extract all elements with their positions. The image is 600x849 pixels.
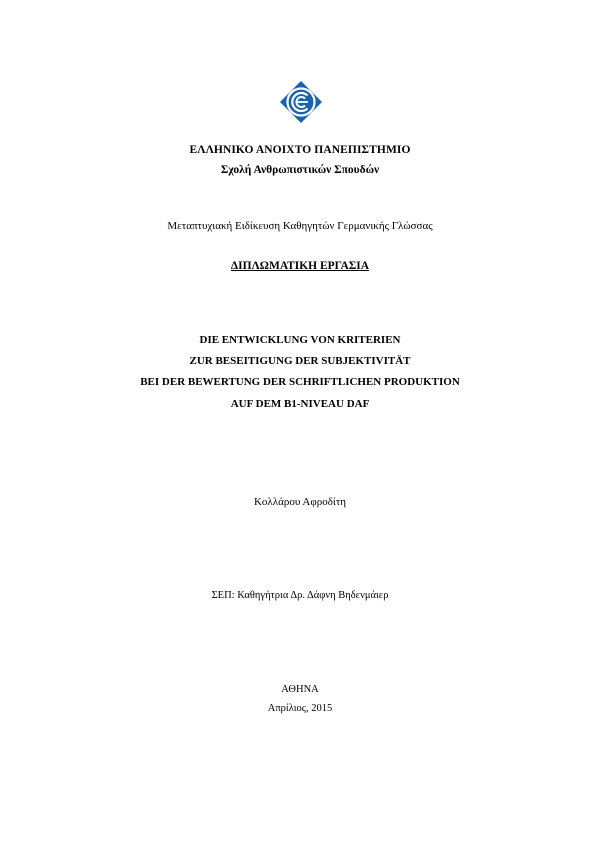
supervisor-line: ΣΕΠ: Καθηγήτρια Δρ. Δάφνη Βηδενμάιερ bbox=[211, 590, 389, 601]
date-label: Απρίλιος, 2015 bbox=[267, 703, 333, 714]
author-name: Κολλάρου Αφροδίτη bbox=[253, 496, 347, 508]
thesis-title-line: AUF DEM B1-NIVEAU DAF bbox=[230, 398, 370, 410]
university-logo-icon bbox=[279, 80, 323, 124]
thesis-type-heading: ΔΙΠΛΩΜΑΤΙΚΗ ΕΡΓΑΣΙΑ bbox=[230, 260, 370, 272]
thesis-title-line: BEI DER BEWERTUNG DER SCHRIFTLICHEN PRODUKTION bbox=[140, 376, 460, 388]
thesis-title-line: DIE ENTWICKLUNG VON KRITERIEN bbox=[199, 334, 401, 346]
university-name: ΕΛΛΗΝΙΚΟ ΑΝΟΙΧΤΟ ΠΑΝΕΠΙΣΤΗΜΙΟ bbox=[189, 144, 411, 156]
city-label: ΑΘΗΝΑ bbox=[281, 684, 319, 695]
program-name: Μεταπτυχιακή Ειδίκευση Καθηγητών Γερμανικής Γλώσσας bbox=[167, 220, 433, 232]
school-name: Σχολή Ανθρωπιστικών Σπουδών bbox=[220, 164, 380, 176]
thesis-title-line: ZUR BESEITIGUNG DER SUBJEKTIVITÄT bbox=[189, 355, 411, 367]
